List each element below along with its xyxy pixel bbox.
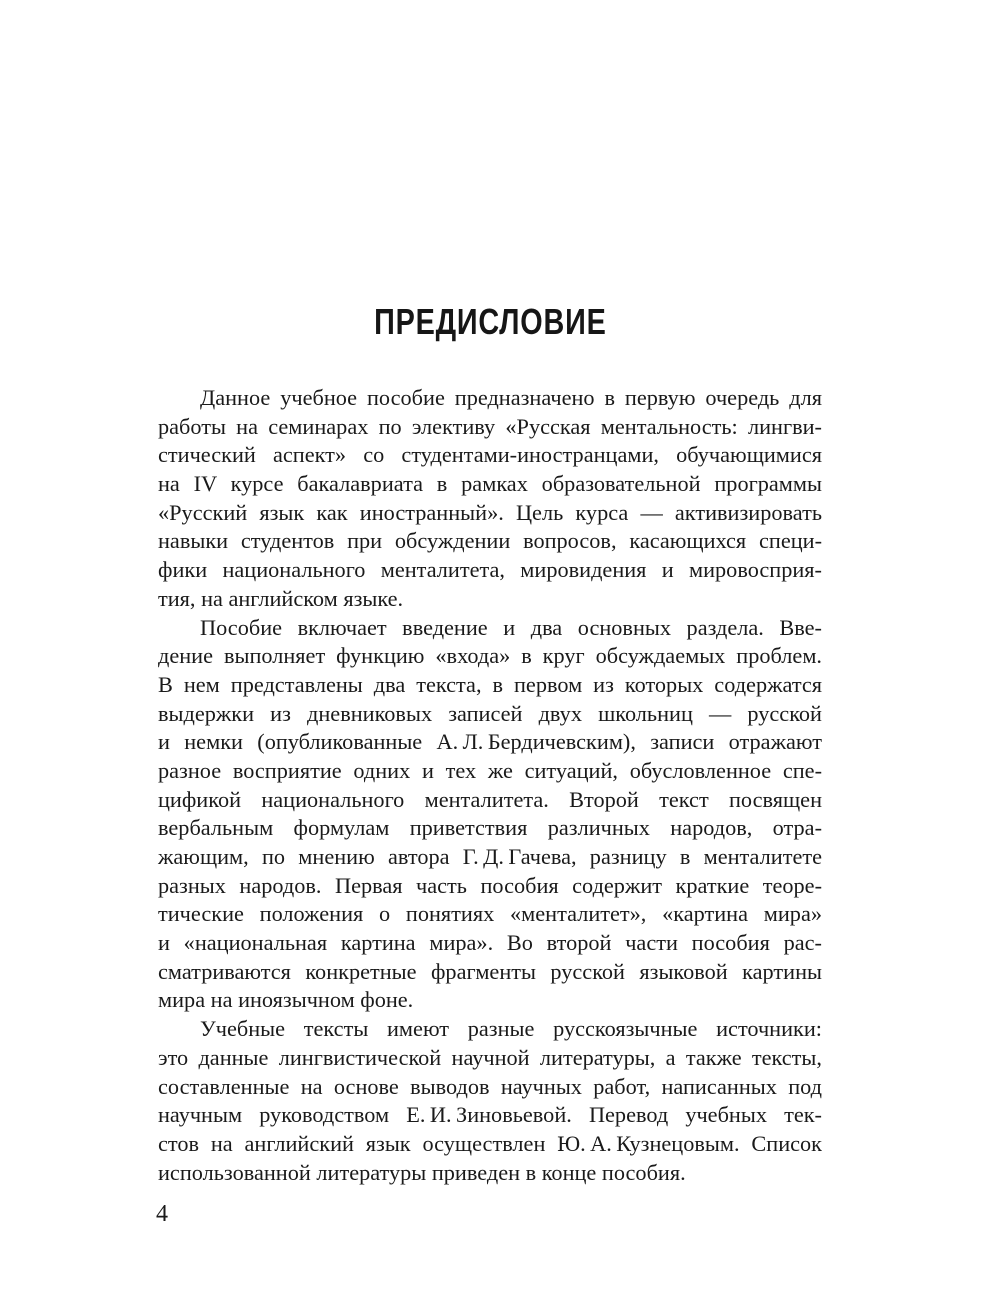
text-line: стов на английский язык осуществлен Ю. А. Кузнецовым. Список: [158, 1130, 822, 1156]
text-line: навыки студентов при обсуждении вопросов, касающихся специ-: [158, 528, 822, 554]
paragraph: [158, 1015, 822, 1187]
text-line: вербальным формулам приветствия различных народов, отра-: [158, 815, 822, 841]
text-line: Учебные тексты имеют разные русскоязычные источники:: [200, 1016, 822, 1042]
text-line: Данное учебное пособие предназначено в первую очередь для: [200, 385, 822, 410]
text-line: это данные лингвистической научной литературы, а также тексты,: [158, 1044, 822, 1070]
text-line: цификой национального менталитета. Второй текст посвящен: [158, 786, 822, 812]
page-title: [158, 303, 822, 341]
body-text: [158, 384, 822, 1187]
text-line: и немки (опубликованные А. Л. Бердичевским), записи отражают: [158, 729, 822, 755]
text-line: на IV курсе бакалавриата в рамках образовательной программы: [158, 471, 822, 497]
text-line: жающим, по мнению автора Г. Д. Гачева, разницу в менталитете: [158, 844, 822, 869]
text-line: мира на иноязычном фоне.: [158, 987, 414, 1013]
page-number: 4: [156, 1201, 168, 1227]
text-line: «Русский язык как иностранный». Цель курса — активизировать: [158, 499, 822, 525]
text-line: составленные на основе выводов научных работ, написанных под: [158, 1073, 822, 1099]
text-line: дение выполняет функцию «входа» в круг обсуждаемых проблем.: [158, 643, 822, 669]
text-line: разное восприятие одних и тех же ситуаций, обусловленное спе-: [158, 757, 822, 783]
paragraph: [158, 614, 822, 1016]
text-line: тические положения о понятиях «менталитет», «картина мира»: [158, 901, 822, 927]
text-line: разных народов. Первая часть пособия содержит краткие теоре-: [158, 872, 822, 898]
text-line: выдержки из дневниковых записей двух школьниц — русской: [158, 700, 822, 726]
text-line: Пособие включает введение и два основных раздела. Вве-: [200, 614, 822, 640]
text-line: сматриваются конкретные фрагменты русской языковой картины: [158, 958, 822, 984]
text-line: научным руководством Е. И. Зиновьевой. Перевод учебных тек-: [158, 1102, 822, 1128]
text-line: тия, на английском языке.: [158, 585, 404, 611]
text-line: В нем представлены два текста, в первом из которых содержатся: [158, 671, 822, 697]
text-line: и «национальная картина мира». Во второй части пособия рас-: [158, 930, 822, 956]
text-line: работы на семинарах по элективу «Русская ментальность: лингви-: [158, 413, 822, 439]
text-line: фики национального менталитета, мировидения и мировосприя-: [158, 557, 822, 583]
text-line: использованной литературы приведен в конце пособия.: [158, 1159, 686, 1185]
text-line: стический аспект» со студентами-иностранцами, обучающимися: [158, 442, 822, 468]
paragraph: [158, 384, 822, 614]
page-title-text: ПРЕДИСЛОВИЕ: [373, 301, 607, 342]
